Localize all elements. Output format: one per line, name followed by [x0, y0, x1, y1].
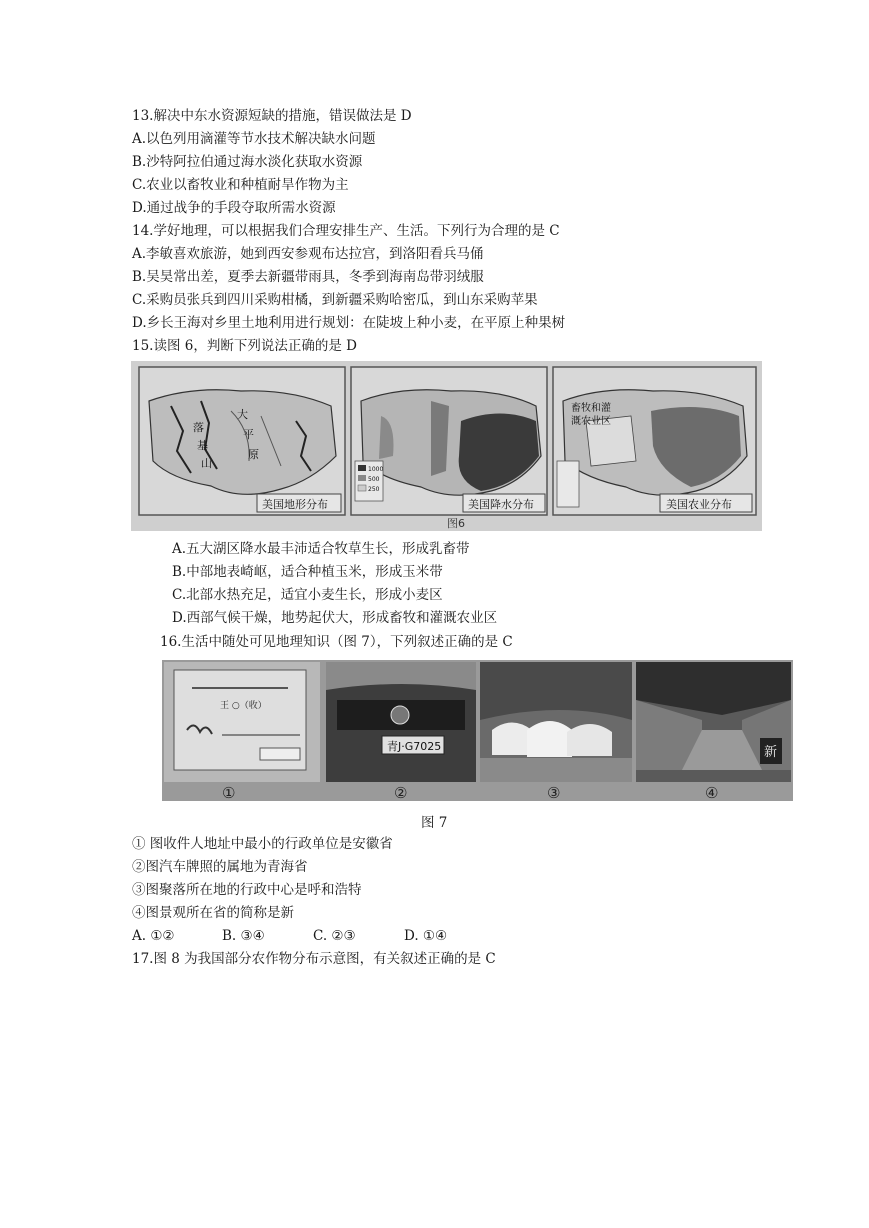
map3-title: 美国农业分布: [666, 498, 732, 511]
q14-option-c: C.采购员张兵到四川采购柑橘，到新疆采购哈密瓜，到山东采购苹果: [132, 292, 538, 308]
q15-option-b: B.中部地表崎岖，适合种植玉米，形成玉米带: [172, 564, 443, 580]
q15-stem: 15.读图 6，判断下列说法正确的是 D: [132, 338, 357, 354]
us-agriculture-map: [553, 367, 756, 515]
q16-choice-b: B. ③④: [222, 928, 265, 944]
q13-stem: 13.解决中东水资源短缺的措施，错误做法是 D: [132, 108, 412, 124]
figure-7-photos: [162, 660, 793, 801]
us-precipitation-map: [351, 367, 547, 515]
q17-stem: 17.图 8 为我国部分农作物分布示意图，有关叙述正确的是 C: [132, 951, 496, 967]
map1-label-luo: 落: [193, 421, 204, 434]
q13-option-d: D.通过战争的手段夺取所需水资源: [132, 200, 336, 216]
map1-label-yuan: 原: [248, 448, 259, 461]
map1-label-ji: 基: [197, 439, 208, 452]
envelope-recipient-name: 王 ○（收）: [220, 701, 267, 711]
q16-choice-c: C. ②③: [313, 928, 356, 944]
figure-6-us-maps: [131, 361, 762, 531]
panel-number-3: ③: [547, 784, 561, 801]
figure-6-caption: 图6: [447, 517, 465, 530]
q15-option-c: C.北部水热充足，适宜小麦生长，形成小麦区: [172, 587, 443, 603]
panel-number-1: ①: [222, 784, 236, 801]
q16-statement-3: ③图聚落所在地的行政中心是呼和浩特: [132, 882, 362, 898]
q16-statement-4: ④图景观所在省的简称是新: [132, 905, 294, 921]
q13-option-a: A.以色列用滴灌等节水技术解决缺水问题: [132, 131, 376, 147]
q14-option-b: B.吴昊常出差，夏季去新疆带雨具，冬季到海南岛带羽绒服: [132, 269, 484, 285]
q14-option-d: D.乡长王海对乡里土地利用进行规划：在陡坡上种小麦，在平原上种果树: [132, 315, 566, 331]
map1-label-shan: 山: [201, 457, 212, 470]
panel-number-2: ②: [394, 784, 408, 801]
q16-choice-d: D. ①④: [404, 928, 448, 944]
photo-envelope: [164, 662, 320, 782]
q16-stem: 16.生活中随处可见地理知识（图 7），下列叙述正确的是 C: [160, 634, 513, 650]
q16-choice-a: A. ①②: [132, 928, 175, 944]
car-plate-number: 青J·G7025: [387, 740, 442, 753]
q14-stem: 14.学好地理，可以根据我们合理安排生产、生活。下列行为合理的是 C: [132, 223, 560, 239]
q14-option-a: A.李敏喜欢旅游，她到西安参观布达拉宫，到洛阳看兵马俑: [132, 246, 484, 262]
photo-car-plate: [326, 662, 476, 782]
q16-statement-1: ① 图收件人地址中最小的行政单位是安徽省: [132, 836, 393, 852]
photo-water-town: [636, 662, 791, 782]
us-terrain-map: [139, 367, 345, 515]
map3-label-line1: 畜牧和灌: [571, 403, 611, 414]
figure-7-caption: 图 7: [421, 815, 448, 831]
map1-title: 美国地形分布: [262, 498, 328, 511]
map1-label-ping: 平: [243, 428, 254, 441]
map2-legend-500: 500: [368, 476, 380, 483]
panel-number-4: ④: [705, 784, 719, 801]
map1-label-da: 大: [237, 408, 248, 421]
q15-option-d: D.西部气候干燥，地势起伏大，形成畜牧和灌溉农业区: [172, 610, 498, 626]
map3-label-line2: 溉农业区: [571, 416, 611, 427]
q13-option-b: B.沙特阿拉伯通过海水淡化获取水资源: [132, 154, 363, 170]
map2-legend-1000: 1000: [368, 466, 384, 473]
q15-option-a: A.五大湖区降水最丰沛适合牧草生长，形成乳畜带: [172, 541, 470, 557]
q16-statement-2: ②图汽车牌照的属地为青海省: [132, 859, 308, 875]
map2-legend-250: 250: [368, 486, 380, 493]
stamp-character: 新: [764, 745, 778, 760]
map2-title: 美国降水分布: [468, 498, 534, 511]
photo-yurts: [480, 662, 632, 782]
q13-option-c: C.农业以畜牧业和种植耐旱作物为主: [132, 177, 349, 193]
